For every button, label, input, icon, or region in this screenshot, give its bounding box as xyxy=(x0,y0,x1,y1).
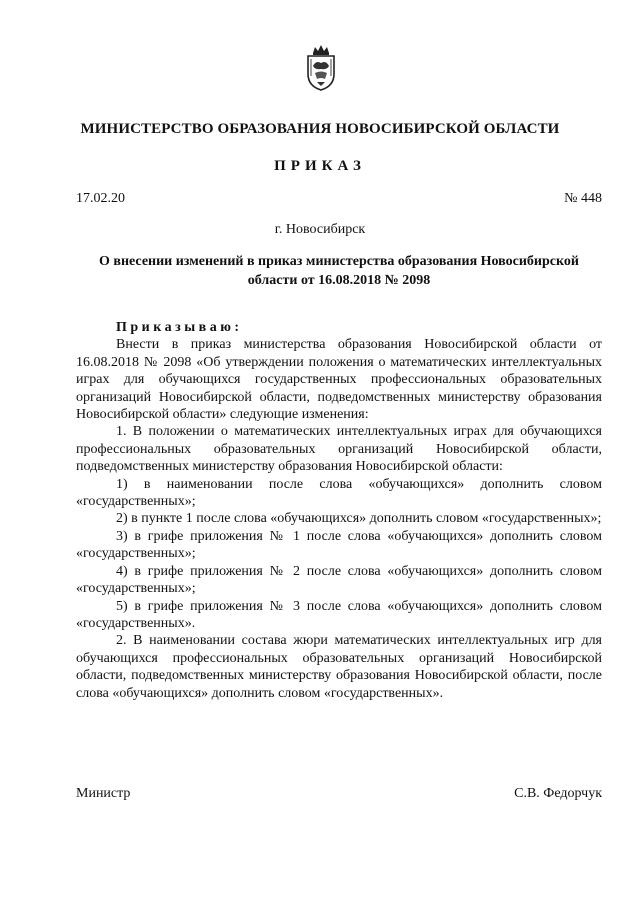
paragraph-1: 1. В положении о математических интеллектуальных играх для обучающихся профессиональных образовательных организаций Новосибирской области, подведомственных министерству образования Новосибирской области: xyxy=(76,424,602,475)
order-subject: О внесении изменений в приказ министерства образования Новосибирской области от 16.08.2018 № 2098 xyxy=(99,254,579,288)
paragraph-1-4: 4) в грифе приложения № 2 после слова «обучающихся» дополнить словом «государственных»; xyxy=(76,563,602,597)
paragraph-1-5: 5) в грифе приложения № 3 после слова «обучающихся» дополнить словом «государственных». xyxy=(76,598,602,631)
paragraph-1-3: 3) в грифе приложения № 1 после слова «обучающихся» дополнить словом «государственных»; xyxy=(76,528,602,562)
paragraph-1-1: 1) в наименовании после слова «обучающихся» дополнить словом «государственных»; xyxy=(76,476,602,510)
document-type: ПРИКАЗ xyxy=(274,158,366,174)
coat-of-arms-icon xyxy=(303,44,339,92)
order-number: № 448 xyxy=(564,191,602,206)
order-date: 17.02.20 xyxy=(76,191,125,206)
signatory-name: С.В. Федорчук xyxy=(514,786,602,801)
signatory-position: Министр xyxy=(76,786,131,801)
ministry-name: МИНИСТЕРСТВО ОБРАЗОВАНИЯ НОВОСИБИРСКОЙ ОБЛАСТИ xyxy=(80,121,560,137)
paragraph-2: 2. В наименовании состава жюри математических интеллектуальных игр для обучающихся профессиональных образовательных организаций Новосибирской области, подведомственных министерству образования Новосибирской области, после слова «обучающихся» дополнить словом «государственных». xyxy=(76,633,602,701)
paragraph-intro: Внести в приказ министерства образования Новосибирской области от 16.08.2018 № 2098 «Об утверждении положения о математических интеллектуальных играх для обучающихся государственных профессиональных образовательных организаций Новосибирской области, подведомственных министерству образования Новосибирской области» следующие изменения: xyxy=(76,337,602,423)
order-city: г. Новосибирск xyxy=(274,222,366,237)
order-body xyxy=(76,319,602,702)
paragraph-1-2: 2) в пункте 1 после слова «обучающихся» дополнить словом «государственных»; xyxy=(116,511,602,527)
order-word-line xyxy=(76,319,602,336)
order-word: Приказываю: xyxy=(116,320,243,335)
